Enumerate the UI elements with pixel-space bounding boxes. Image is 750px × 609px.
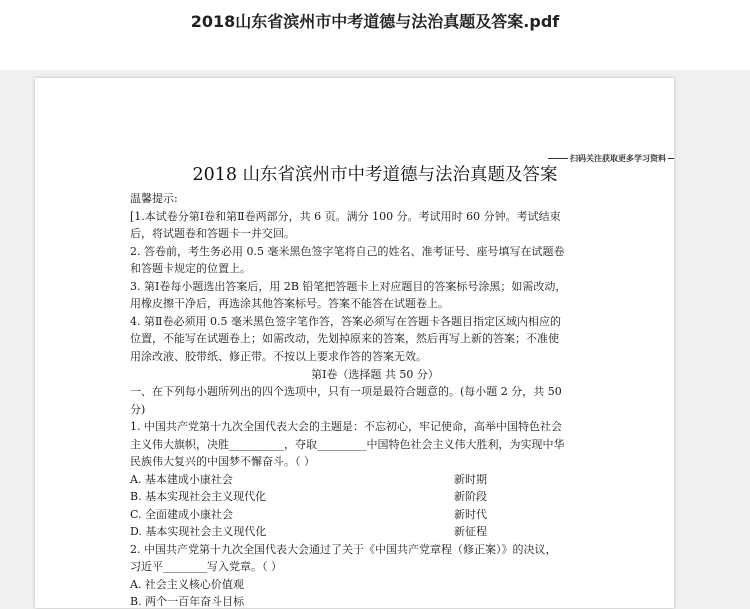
- q2-line-2: 习近平________写入党章。（ ）: [130, 560, 282, 573]
- notice-line-1: [1.本试卷分第Ⅰ卷和第Ⅱ卷两部分，共 6 页。满分 100 分。考试用时 60 分钟。考试结束: [130, 210, 561, 223]
- notice-line-4: 和答题卡规定的位置上。: [130, 262, 251, 275]
- promo-text: 扫码关注获取更多学习资料: [570, 154, 666, 163]
- section-title: 第Ⅰ卷（选择题 共 50 分）: [311, 368, 439, 381]
- q1-option-b-first: B. 基本实现社会主义现代化: [130, 490, 267, 503]
- q1-line-3: 民族伟大复兴的中国梦不懈奋斗。（ ）: [130, 455, 315, 468]
- q1-option-d-first: D. 基本实现社会主义现代化: [130, 525, 267, 538]
- q1-option-b: [130, 488, 487, 504]
- q1-option-c-second: 新时代: [454, 508, 487, 521]
- q2-option-b: B. 两个一百年奋斗目标: [130, 595, 245, 608]
- notice-heading: 温馨提示:: [130, 192, 178, 205]
- q1-option-a: [130, 471, 487, 487]
- q1-line-1: 1. 中国共产党第十九次全国代表大会的主题是：不忘初心，牢记使命，高举中国特色社会: [130, 420, 562, 433]
- q1-option-b-second: 新阶段: [454, 490, 487, 503]
- q1-option-c: [130, 506, 487, 522]
- q1-line-2: 主义伟大旗帜，决胜__________，夺取_________中国特色社会主义伟大胜利，为实现中华: [130, 438, 565, 451]
- viewer-header: [0, 0, 750, 70]
- instruction-line-2: 分): [130, 403, 146, 416]
- q2-line-1: 2. 中国共产党第十九次全国代表大会通过了关于《中国共产党章程（修正案）》的决议，: [130, 543, 557, 556]
- q1-option-d-second: 新征程: [454, 525, 487, 538]
- notice-line-6: 用橡皮擦干净后，再选涂其他答案标号。答案不能答在试题卷上。: [130, 297, 449, 310]
- q1-option-d: [130, 523, 487, 539]
- notice-line-7: 4. 第Ⅱ卷必须用 0.5 毫米黑色签字笔作答，答案必须写在答题卡各题目指定区域内相应的: [130, 315, 561, 328]
- q1-option-c-first: C. 全面建成小康社会: [130, 508, 234, 521]
- promo-dash-right: [668, 158, 674, 159]
- notice-line-3: 2. 答卷前，考生务必用 0.5 毫米黑色签字笔将自己的姓名、准考证号、座号填写在试题卷: [130, 245, 565, 258]
- document-title: 2018 山东省滨州市中考道德与法治真题及答案: [192, 165, 558, 185]
- notice-line-5: 3. 第Ⅰ卷每小题选出答案后，用 2B 铅笔把答题卡上对应题目的答案标号涂黑；如需改动，: [130, 280, 567, 293]
- notice-line-2: 后，将试题卷和答题卡一并交回。: [130, 227, 295, 240]
- promo-dash-left: [548, 158, 568, 159]
- instruction-line-1: 一、在下列每小题所列出的四个选项中，只有一项是最符合题意的。(每小题 2 分，共 50: [130, 385, 562, 398]
- notice-line-8: 位置，不能写在试题卷上；如需改动，先划掉原来的答案，然后再写上新的答案；不准使: [130, 332, 559, 345]
- document-filename: 2018山东省滨州市中考道德与法治真题及答案.pdf: [190, 12, 560, 31]
- notice-line-9: 用涂改液、胶带纸、修正带。不按以上要求作答的答案无效。: [130, 350, 427, 363]
- q2-option-a: A. 社会主义核心价值观: [130, 578, 244, 591]
- q1-option-a-second: 新时期: [454, 473, 487, 486]
- q1-option-a-first: A. 基本建成小康社会: [130, 473, 233, 486]
